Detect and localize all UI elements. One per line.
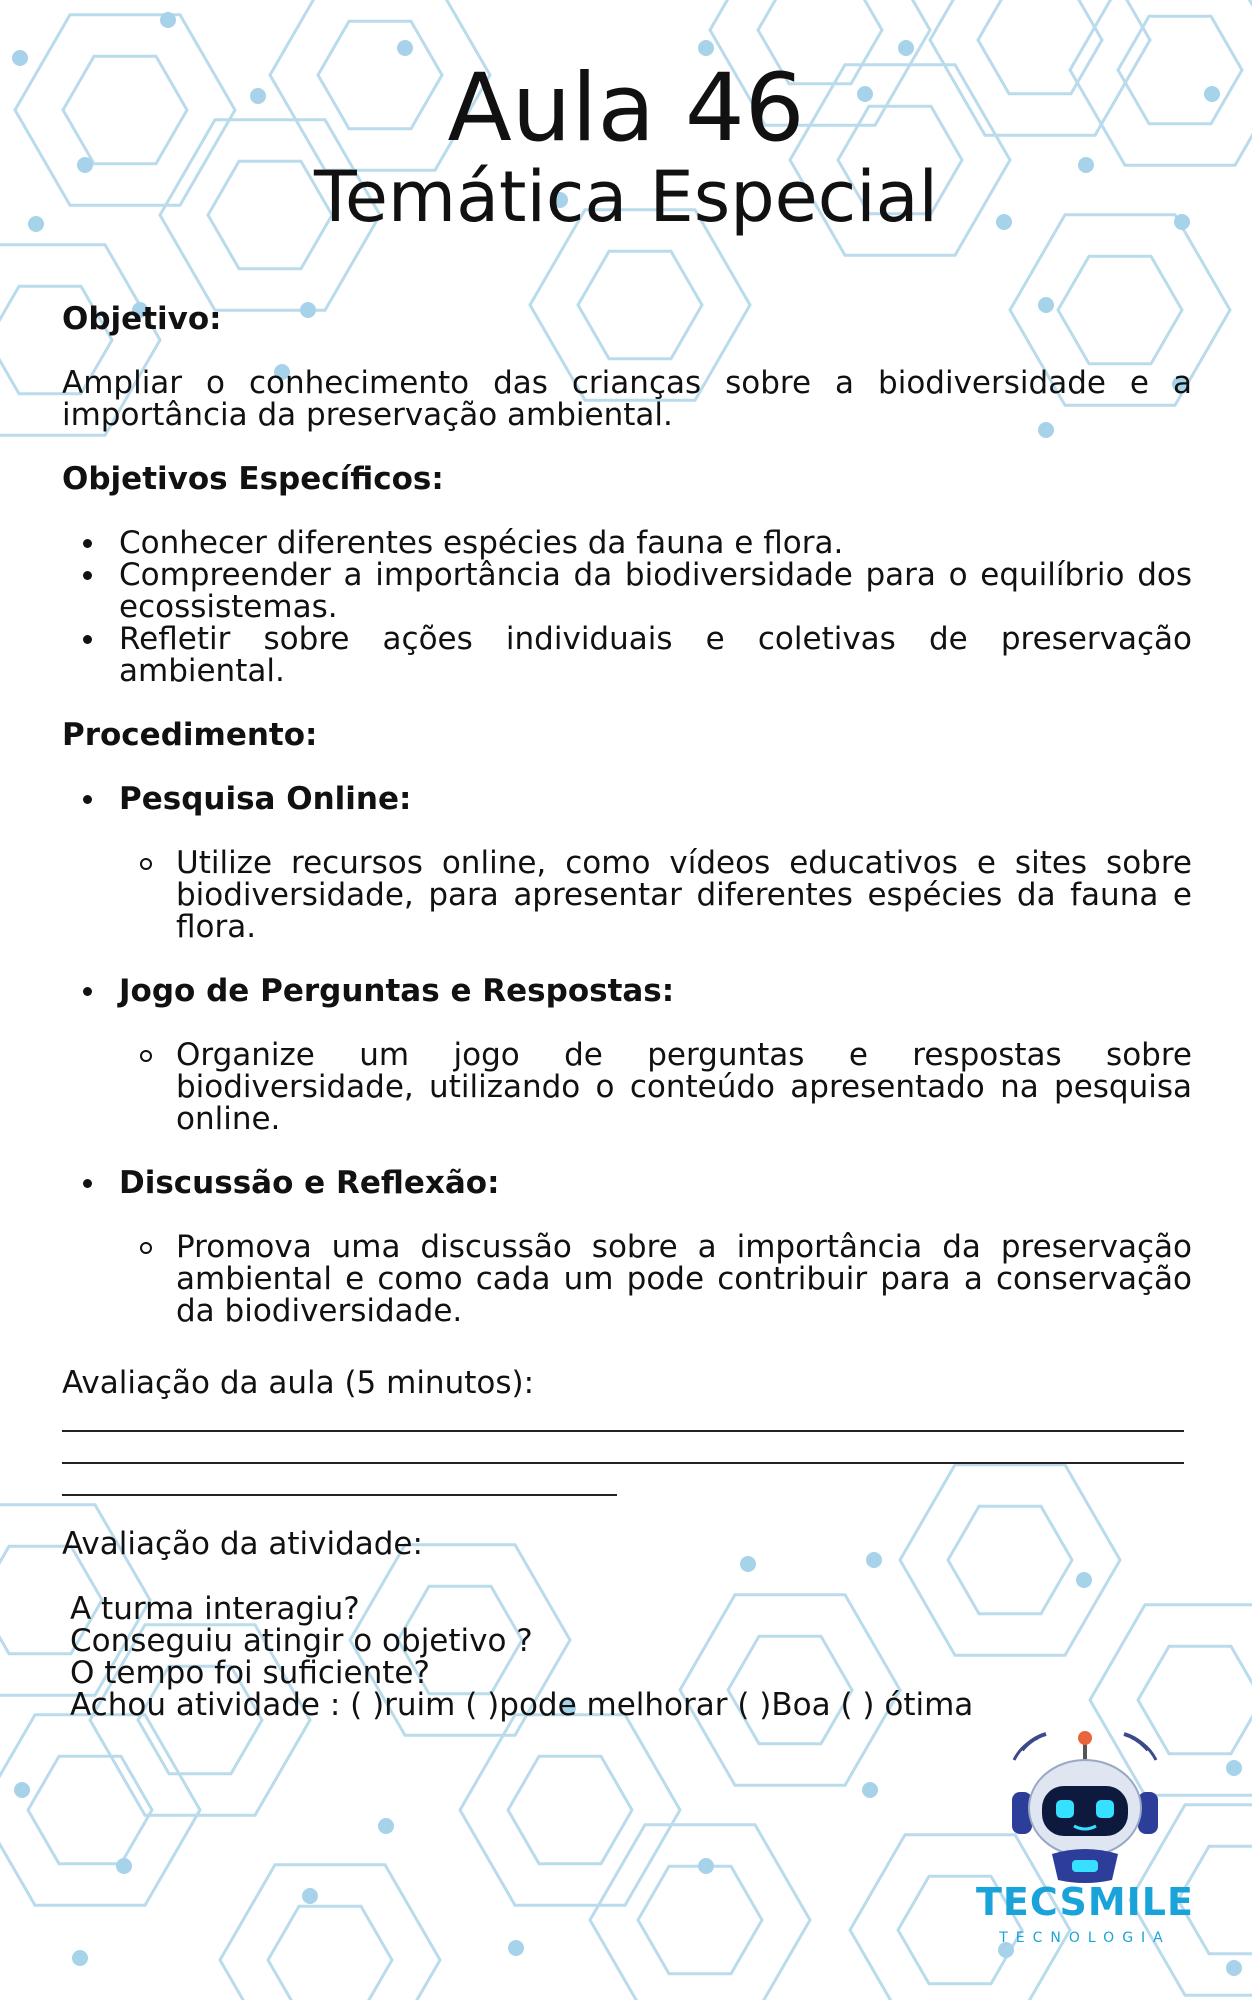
procedimento-list [62,783,1192,1327]
step-detail: Promova uma discussão sobre a importância da preservação ambiental e como cada um pode contribuir para a conservação da biodiversidade. [62,1231,1192,1327]
objetivos-especificos-heading: Objetivos Específicos: [62,461,444,497]
question-item: A turma interagiu? [70,1591,360,1627]
avaliacao-atividade-label: Avaliação da atividade: [62,1526,423,1562]
logo-wordmark: TECSMILE [976,1880,1194,1924]
avaliacao-aula-label: Avaliação da aula (5 minutos): [62,1365,535,1401]
list-item: Compreender a importância da biodiversidade para o equilíbrio dos ecossistemas. [62,559,1192,623]
objetivos-especificos-list [62,527,1192,687]
step-detail: Utilize recursos online, como vídeos educativos e sites sobre biodiversidade, para apresentar diferentes espécies da fauna e flora. [62,847,1192,943]
step-detail: Organize um jogo de perguntas e respostas sobre biodiversidade, utilizando o conteúdo apresentado na pesquisa online. [62,1039,1192,1135]
question-item: Achou atividade : ( )ruim ( )pode melhorar ( )Boa ( ) ótima [70,1687,974,1723]
question-item: O tempo foi suficiente? [70,1655,430,1691]
answer-line [62,1430,1184,1432]
step-title: Jogo de Perguntas e Respostas: [62,975,1192,1007]
step-title: Pesquisa Online: [62,783,1192,815]
tecsmile-logo [960,1720,1210,1950]
answer-line [62,1462,1184,1464]
avaliacao-questions [70,1593,973,1721]
lesson-content [62,303,1192,1327]
lesson-title: Aula 46 [447,54,805,163]
step-title: Discussão e Reflexão: [62,1167,1192,1199]
objetivo-heading: Objetivo: [62,301,222,337]
answer-line [62,1494,617,1496]
procedimento-heading: Procedimento: [62,717,318,753]
list-item: Refletir sobre ações individuais e coletivas de preservação ambiental. [62,623,1192,687]
logo-tagline: TECNOLOGIA [999,1930,1171,1946]
question-item: Conseguiu atingir o objetivo ? [70,1623,533,1659]
list-item: Conhecer diferentes espécies da fauna e flora. [62,527,1192,559]
lesson-subtitle: Temática Especial [313,156,939,238]
robot-icon [960,1720,1210,1885]
objetivo-text: Ampliar o conhecimento das crianças sobre a biodiversidade e a importância da preservação ambiental. [62,365,1192,433]
